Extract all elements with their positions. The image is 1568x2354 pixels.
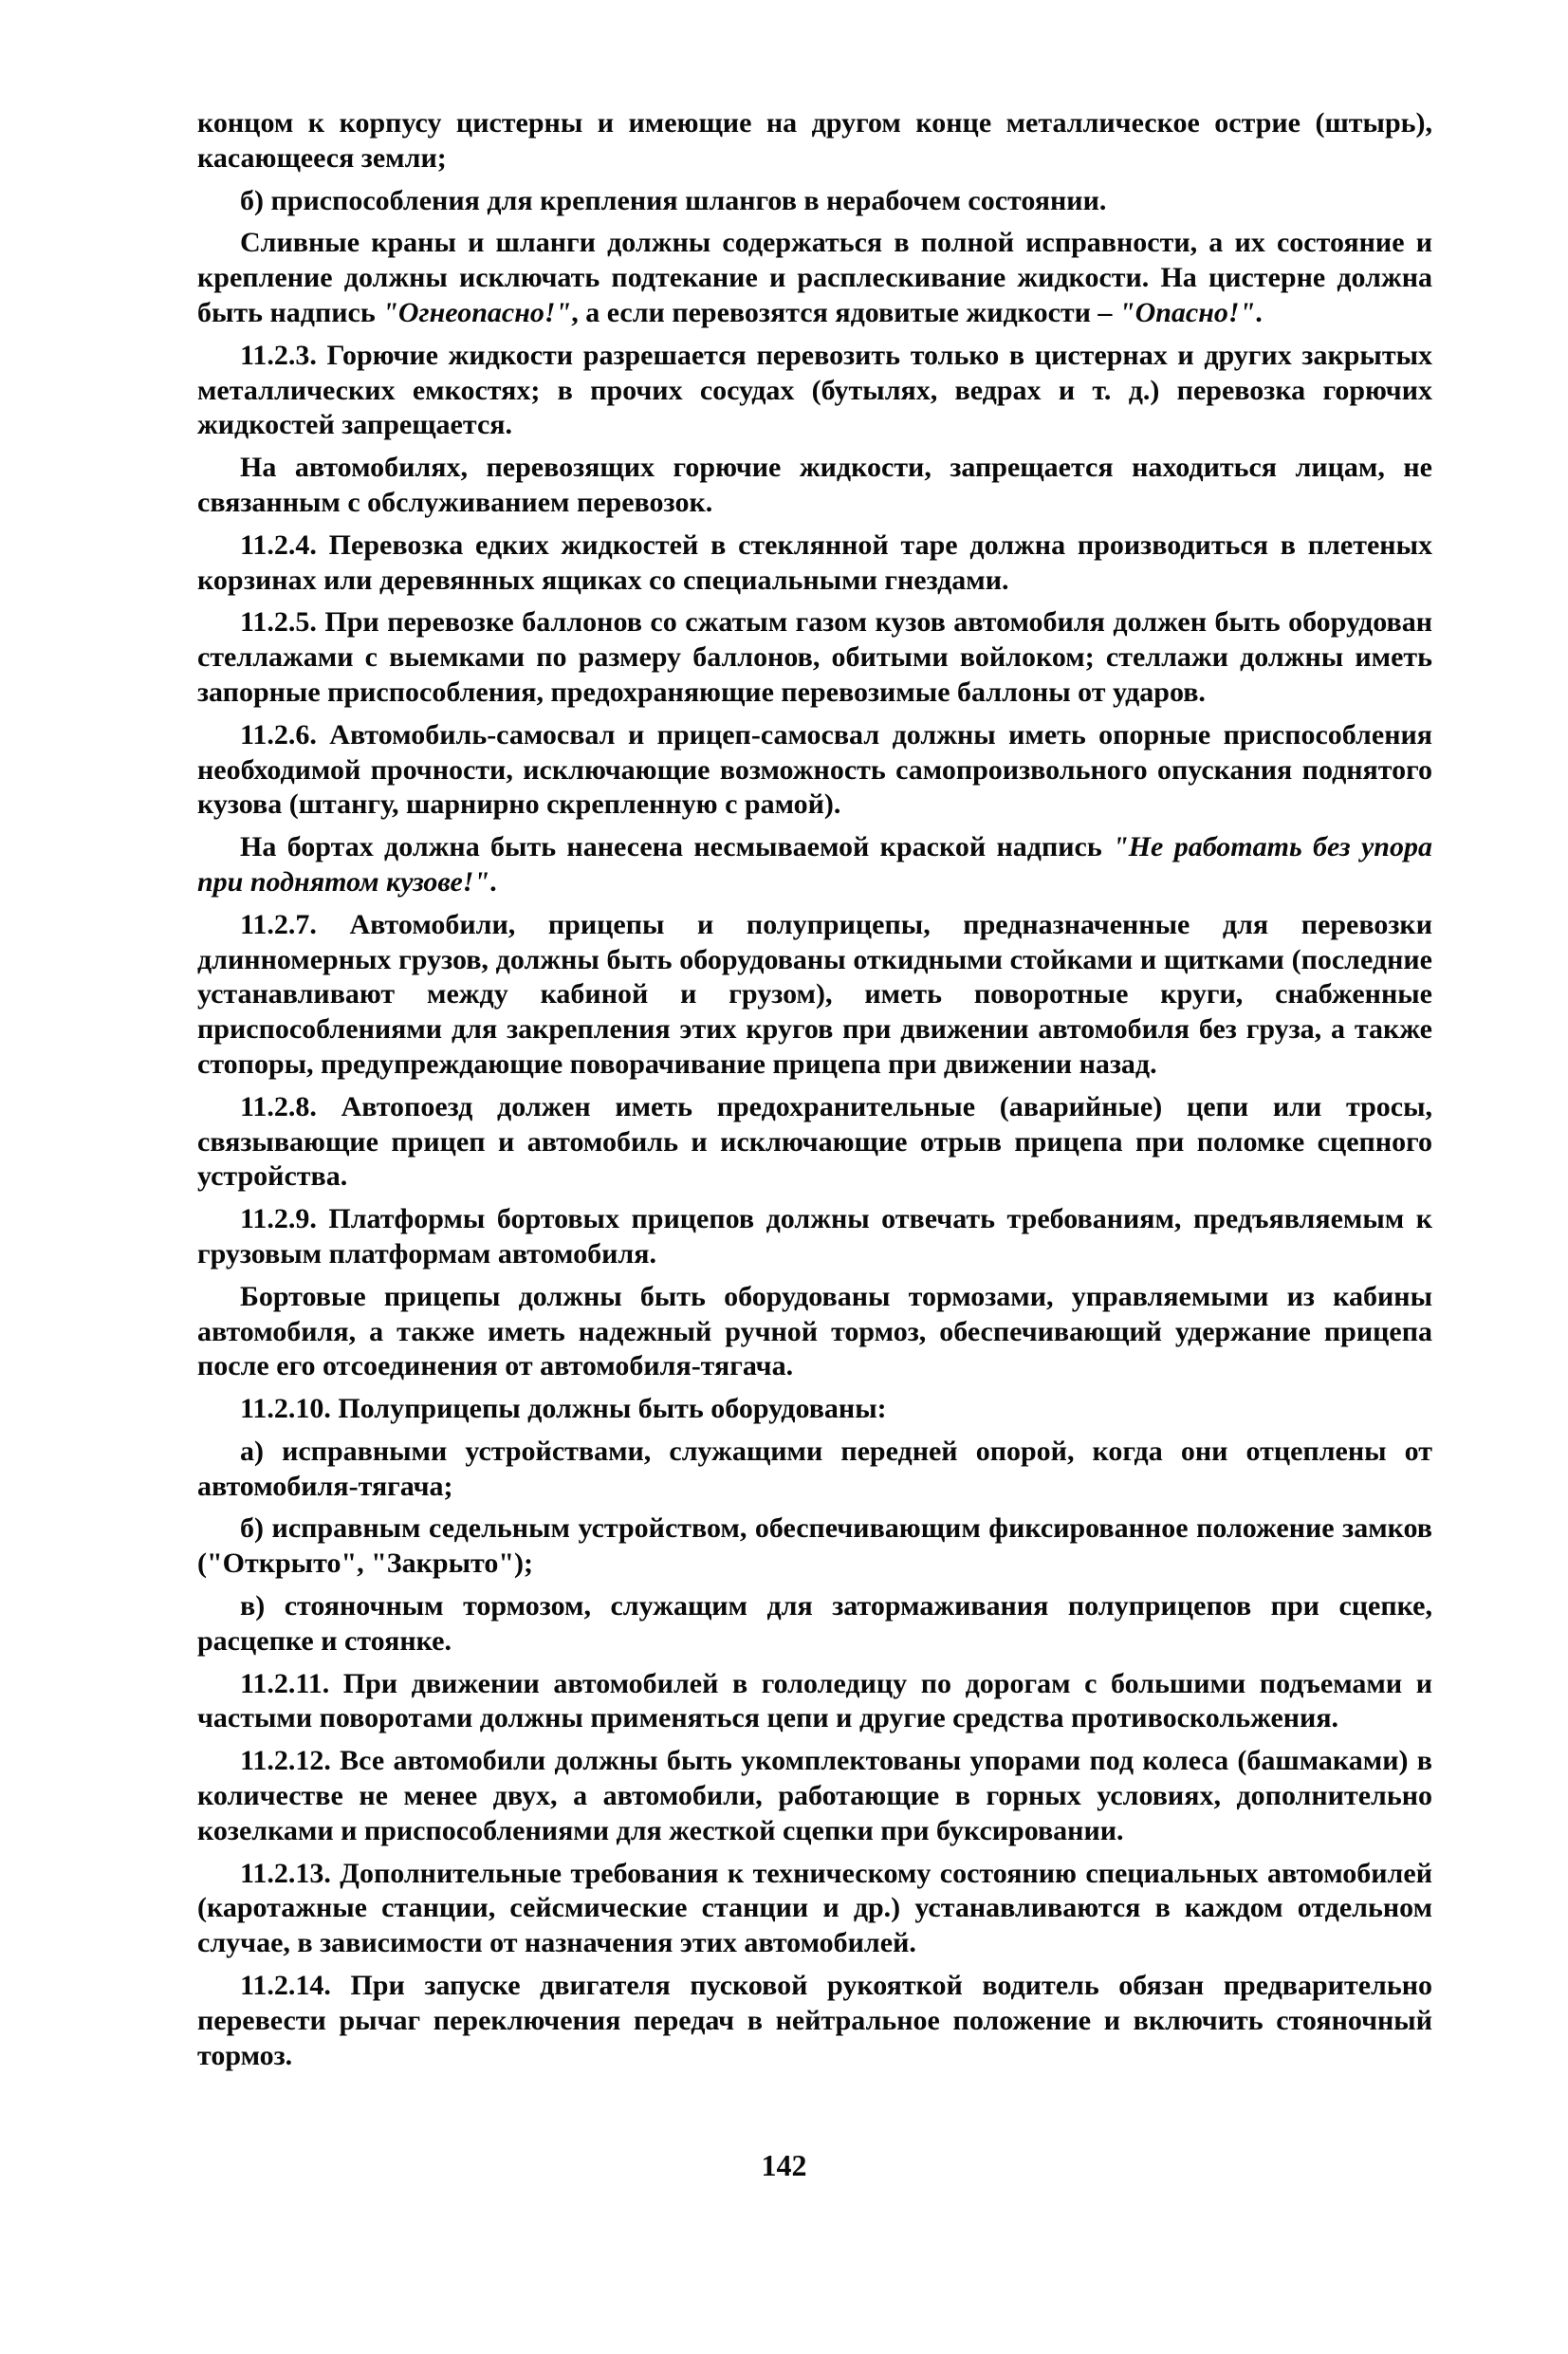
- paragraph: [197, 451, 1432, 521]
- paragraph: [197, 718, 1432, 823]
- paragraph: [197, 1511, 1432, 1582]
- paragraph-text: На автомобилях, перевозящих горючие жидкости, запрещается находиться лицам, не связанным с обслуживанием перевозок.: [197, 452, 1432, 518]
- paragraph-text: 11.2.5. При перевозке баллонов со сжатым газом кузов автомобиля должен быть оборудован стеллажами с выемками по размеру баллонов, обитыми войлоком; стеллажи должны иметь запорные приспособления, предохраняющие перевозимые баллоны от ударов.: [197, 606, 1432, 708]
- italic-text: "Не работать без упора при поднятом кузове!": [197, 831, 1432, 898]
- paragraph-text: На бортах должна быть нанесена несмываемой краской надпись: [240, 831, 1114, 863]
- page-number: 142: [761, 2148, 807, 2182]
- paragraph: [197, 1435, 1432, 1505]
- paragraph-text: 11.2.12. Все автомобили должны быть укомплектованы упорами под колеса (башмаками) в количестве не менее двух, а автомобили, работающие в горных условиях, дополнительно козелками и приспособлениями для жесткой сцепки при буксировании.: [197, 1745, 1432, 1846]
- paragraph: [197, 1589, 1432, 1659]
- paragraph-text: а) исправными устройствами, служащими передней опорой, когда они отцеплены от автомобиля-тягача;: [197, 1435, 1432, 1502]
- paragraph-text: б) исправным седельным устройством, обеспечивающим фиксированное положение замков ("Открыто", "Закрыто");: [197, 1512, 1432, 1580]
- paragraph: [197, 1744, 1432, 1848]
- paragraph: [197, 830, 1432, 900]
- paragraph: [197, 1202, 1432, 1272]
- paragraph-text: в) стояночным тормозом, служащим для затормаживания полуприцепов при сцепке, расцепке и стоянке.: [197, 1590, 1432, 1657]
- paragraph: [197, 226, 1432, 330]
- paragraph-text: 11.2.3. Горючие жидкости разрешается перевозить только в цистернах и других закрытых металлических емкостях; в прочих сосудах (бутылях, ведрах и т. д.) перевозка горючих жидкостей запрещается.: [197, 339, 1432, 441]
- paragraph: [197, 528, 1432, 599]
- paragraph: [197, 1280, 1432, 1384]
- paragraph-text: б) приспособления для крепления шлангов в нерабочем состоянии.: [240, 184, 1107, 216]
- paragraph-text: 11.2.7. Автомобили, прицепы и полуприцепы, предназначенные для перевозки длинномерных грузов, должны быть оборудованы откидными стойками и щитками (последние устанавливают между кабиной и грузом), иметь поворотные круги, снабженные приспособлениями для закрепления этих кругов при движении автомобиля без груза, а также стопоры, предупреждающие поворачивание прицепа при движении назад.: [197, 908, 1432, 1080]
- paragraph: [197, 1090, 1432, 1195]
- paragraph-text: 11.2.4. Перевозка едких жидкостей в стеклянной таре должна производиться в плетеных корзинах или деревянных ящиках со специальными гнездами.: [197, 528, 1432, 596]
- paragraph-text: 11.2.6. Автомобиль-самосвал и прицеп-самосвал должны иметь опорные приспособления необходимой прочности, исключающие возможность самопроизвольного опускания поднятого кузова (штангу, шарнирно скрепленную с рамой).: [197, 718, 1432, 821]
- paragraph-text: 11.2.8. Автопоезд должен иметь предохранительные (аварийные) цепи или тросы, связывающие прицеп и автомобиль и исключающие отрыв прицепа при поломке сцепного устройства.: [197, 1090, 1432, 1193]
- paragraph-text: 11.2.13. Дополнительные требования к техническому состоянию специальных автомобилей (каротажные станции, сейсмические станции и др.) устанавливаются в каждом отдельном случае, в зависимости от назначения этих автомобилей.: [197, 1857, 1432, 1959]
- paragraph: [197, 1969, 1432, 2073]
- paragraph-text: 11.2.11. При движении автомобилей в гололедицу по дорогам с большими подъемами и частыми поворотами должны применяться цепи и другие средства противоскольжения.: [197, 1667, 1432, 1734]
- body-text: [197, 106, 1432, 2081]
- paragraph-text: .: [1255, 296, 1263, 328]
- paragraph-text: Сливные краны и шланги должны содержаться в полной исправности, а их состояние и крепление должны исключать подтекание и расплескивание жидкости. На цистерне должна быть надпись: [197, 227, 1432, 328]
- paragraph: [197, 339, 1432, 443]
- paragraph: [197, 1857, 1432, 1961]
- paragraph-text: , а если перевозятся ядовитые жидкости –: [571, 296, 1119, 328]
- paragraph-text: 11.2.14. При запуске двигателя пусковой рукояткой водитель обязан предварительно перевести рычаг переключения передач в нейтральное положение и включить стояночный тормоз.: [197, 1970, 1432, 2071]
- paragraph-text: 11.2.10. Полуприцепы должны быть оборудованы:: [240, 1393, 887, 1425]
- paragraph: [197, 908, 1432, 1083]
- italic-text: "Опасно!": [1118, 296, 1256, 328]
- paragraph: [197, 605, 1432, 710]
- italic-text: "Огнеопасно!": [382, 296, 572, 328]
- paragraph-text: 11.2.9. Платформы бортовых прицепов должны отвечать требованиям, предъявляемым к грузовым платформам автомобиля.: [197, 1203, 1432, 1270]
- paragraph: [197, 1667, 1432, 1737]
- paragraph: [197, 1392, 1432, 1427]
- paragraph-text: Бортовые прицепы должны быть оборудованы тормозами, управляемыми из кабины автомобиля, а также иметь надежный ручной тормоз, обеспечивающий удержание прицепа после его отсоединения от автомобиля-тягача.: [197, 1280, 1432, 1382]
- paragraph: [197, 184, 1432, 219]
- paragraph-text: концом к корпусу цистерны и имеющие на другом конце металлическое острие (штырь), касающееся земли;: [197, 107, 1432, 174]
- paragraph-text: .: [489, 865, 497, 898]
- paragraph: [197, 106, 1432, 176]
